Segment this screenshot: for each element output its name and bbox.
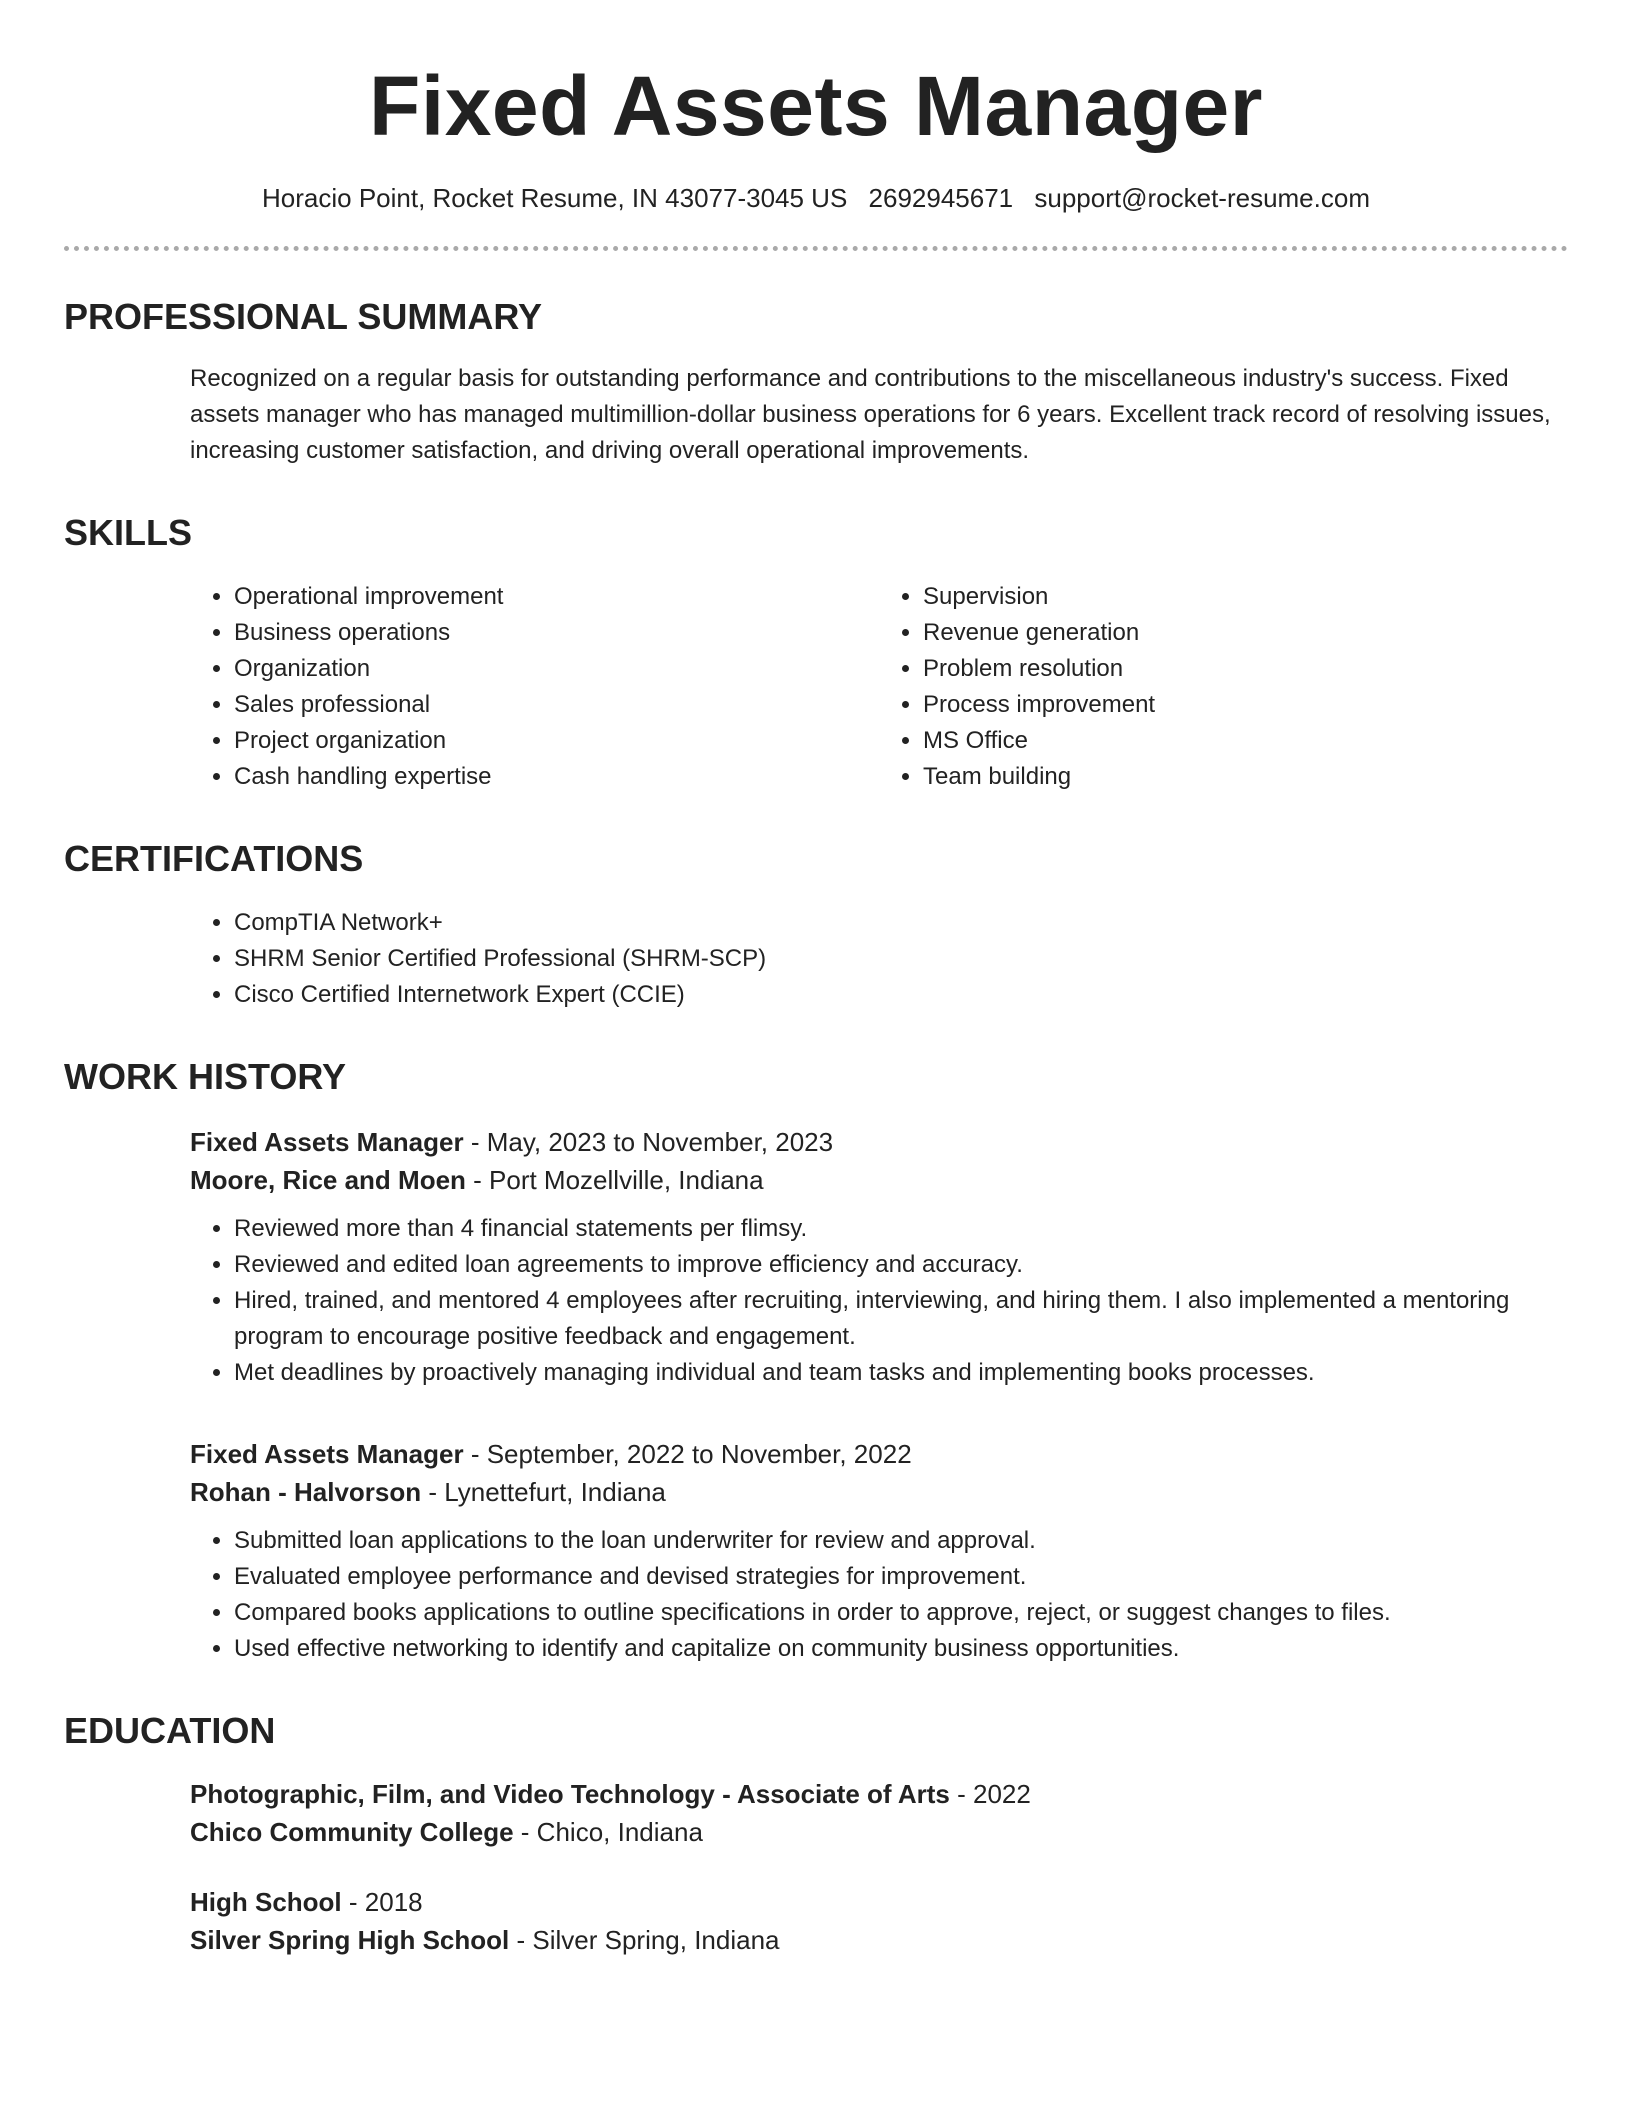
job-dates: - September, 2022 to November, 2022 bbox=[463, 1439, 912, 1469]
job-company-line bbox=[190, 1473, 1568, 1511]
job-bullets bbox=[190, 1211, 1568, 1391]
job-bullet: • Reviewed and edited loan agreements to improve efficiency and accuracy. bbox=[234, 1247, 1568, 1283]
skill-item: • Sales professional bbox=[234, 687, 879, 723]
skill-item: • Team building bbox=[923, 759, 1568, 795]
skill-item: • Cash handling expertise bbox=[234, 759, 879, 795]
skills-section bbox=[64, 511, 1568, 795]
job-role: Fixed Assets Manager bbox=[190, 1439, 464, 1469]
education-degree: Photographic, Film, and Video Technology - Associate of Arts bbox=[190, 1779, 950, 1809]
education-school-line bbox=[190, 1921, 1568, 1959]
education-degree: High School bbox=[190, 1887, 342, 1917]
job-entry bbox=[190, 1123, 1568, 1391]
education-year: - 2018 bbox=[341, 1887, 423, 1917]
job-bullets bbox=[190, 1523, 1568, 1667]
job-location: - Lynettefurt, Indiana bbox=[421, 1477, 666, 1507]
job-role: Fixed Assets Manager bbox=[190, 1127, 464, 1157]
certifications-section bbox=[64, 837, 1568, 1013]
certification-item: • Cisco Certified Internetwork Expert (CCIE) bbox=[234, 977, 1568, 1013]
work-history-title: WORK HISTORY bbox=[64, 1056, 347, 1097]
job-bullet: • Hired, trained, and mentored 4 employees after recruiting, interviewing, and hiring them. I also implemented a mentoring program to encourage positive feedback and engagement. bbox=[234, 1283, 1568, 1355]
contact-email[interactable]: support@rocket-resume.com bbox=[1034, 183, 1370, 213]
job-company: Rohan - Halvorson bbox=[190, 1477, 422, 1507]
job-bullet: • Compared books applications to outline specifications in order to approve, reject, or suggest changes to files. bbox=[234, 1595, 1568, 1631]
summary-text: Recognized on a regular basis for outstanding performance and contributions to the miscellaneous industry's success. Fixed assets manager who has managed multimillion-dollar business operations for 6 years. Excellent track record of resolving issues, increasing customer satisfaction, and driving overall operational improvements. bbox=[190, 365, 1551, 464]
education-entry bbox=[190, 1883, 1568, 1959]
job-bullet: • Evaluated employee performance and devised strategies for improvement. bbox=[234, 1559, 1568, 1595]
contact-phone: 2692945671 bbox=[868, 183, 1014, 213]
job-role-line bbox=[190, 1123, 1568, 1161]
education-location: - Chico, Indiana bbox=[513, 1817, 703, 1847]
job-bullet: • Met deadlines by proactively managing individual and team tasks and implementing books processes. bbox=[234, 1355, 1568, 1391]
job-bullet: • Reviewed more than 4 financial statements per flimsy. bbox=[234, 1211, 1568, 1247]
education-title: EDUCATION bbox=[64, 1710, 276, 1751]
certification-item: • CompTIA Network+ bbox=[234, 905, 1568, 941]
skill-item: • Business operations bbox=[234, 615, 879, 651]
education-school-line bbox=[190, 1813, 1568, 1851]
job-bullet: • Submitted loan applications to the loan underwriter for review and approval. bbox=[234, 1523, 1568, 1559]
education-year: - 2022 bbox=[949, 1779, 1031, 1809]
certifications-list bbox=[190, 905, 1568, 1013]
contact-line bbox=[64, 178, 1568, 218]
education-school: Chico Community College bbox=[190, 1817, 514, 1847]
job-entry bbox=[190, 1435, 1568, 1667]
certifications-title: CERTIFICATIONS bbox=[64, 838, 364, 879]
skills-list-left bbox=[190, 579, 879, 795]
job-company: Moore, Rice and Moen bbox=[190, 1165, 466, 1195]
education-location: - Silver Spring, Indiana bbox=[509, 1925, 780, 1955]
contact-address: Horacio Point, Rocket Resume, IN 43077-3045 US bbox=[262, 183, 848, 213]
summary-section bbox=[64, 295, 1568, 469]
skill-item: • Organization bbox=[234, 651, 879, 687]
skills-title: SKILLS bbox=[64, 512, 193, 553]
job-bullet: • Used effective networking to identify and capitalize on community business opportunities. bbox=[234, 1631, 1568, 1667]
skill-item: • Operational improvement bbox=[234, 579, 879, 615]
skill-item: • Problem resolution bbox=[923, 651, 1568, 687]
header-divider bbox=[64, 246, 1568, 251]
job-role-line bbox=[190, 1435, 1568, 1473]
education-school: Silver Spring High School bbox=[190, 1925, 510, 1955]
skill-item: • MS Office bbox=[923, 723, 1568, 759]
skills-list-right bbox=[879, 579, 1568, 795]
resume-name: Fixed Assets Manager bbox=[369, 59, 1263, 153]
education-entry bbox=[190, 1775, 1568, 1851]
skills-grid bbox=[190, 579, 1568, 795]
certification-item: • SHRM Senior Certified Professional (SHRM-SCP) bbox=[234, 941, 1568, 977]
work-history-section bbox=[64, 1055, 1568, 1667]
education-section bbox=[64, 1709, 1568, 1959]
education-degree-line bbox=[190, 1883, 1568, 1921]
job-company-line bbox=[190, 1161, 1568, 1199]
skill-item: • Project organization bbox=[234, 723, 879, 759]
summary-title: PROFESSIONAL SUMMARY bbox=[64, 296, 543, 337]
resume-page bbox=[64, 0, 1568, 1959]
skill-item: • Revenue generation bbox=[923, 615, 1568, 651]
skill-item: • Process improvement bbox=[923, 687, 1568, 723]
education-degree-line bbox=[190, 1775, 1568, 1813]
skill-item: • Supervision bbox=[923, 579, 1568, 615]
job-dates: - May, 2023 to November, 2023 bbox=[463, 1127, 834, 1157]
job-location: - Port Mozellville, Indiana bbox=[465, 1165, 764, 1195]
